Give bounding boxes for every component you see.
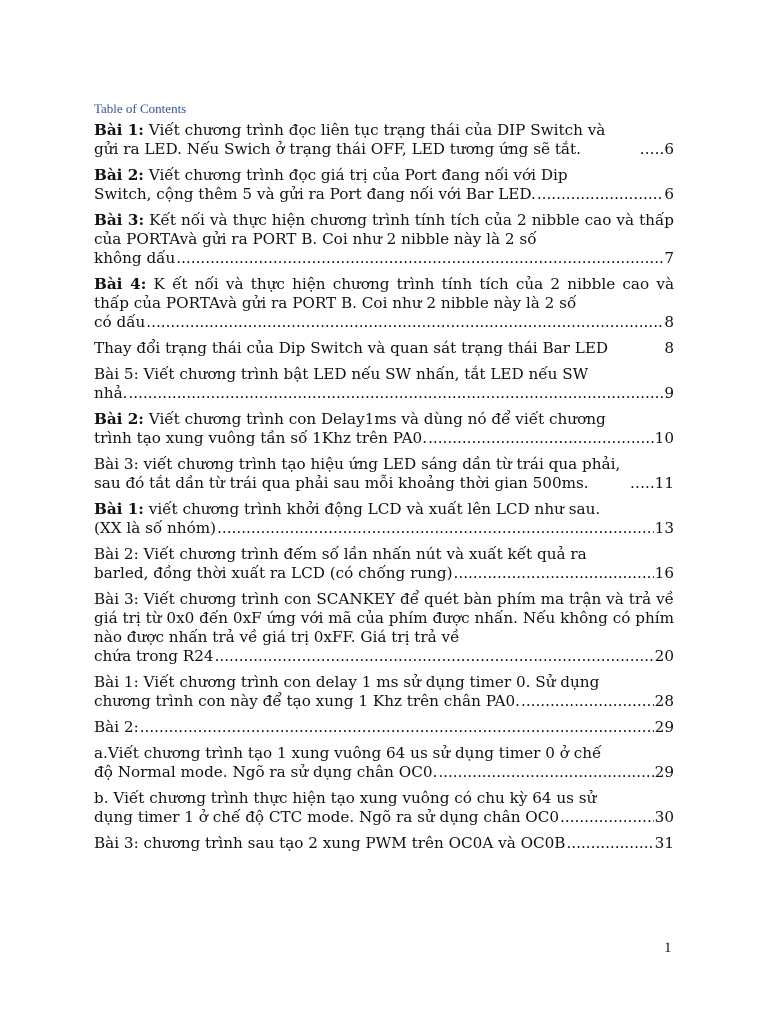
toc-entry-lead — [94, 590, 674, 647]
toc-entry-lead — [94, 744, 674, 763]
toc-entry-last-line — [94, 384, 674, 403]
toc-entry-text: a.Viết chương trình tạo 1 xung vuông 64 us sử dụng timer 0 ở chế — [94, 744, 602, 762]
toc-entry-text: Bài 3: viết chương trình tạo hiệu ứng LED sáng dần từ trái qua phải, — [94, 455, 621, 473]
toc-entry-lead — [94, 789, 674, 808]
toc-entry-title — [94, 692, 520, 711]
toc-entry-title — [94, 474, 589, 493]
toc-page-number: 9 — [664, 384, 674, 402]
toc-page-number: 10 — [654, 429, 674, 447]
toc-entry-title — [94, 519, 216, 538]
toc-dot-leader — [140, 718, 654, 737]
toc-page-number: 29 — [654, 718, 674, 736]
toc-entry-text: b. Viết chương trình thực hiện tạo xung vuông có chu kỳ 64 us sử — [94, 789, 597, 807]
toc-dot-leader — [537, 185, 664, 204]
toc-entry-last-line — [94, 692, 674, 711]
toc-entry-last-line — [94, 249, 674, 268]
toc-entry-title — [94, 834, 565, 853]
toc-entry-label: Bài 3: — [94, 211, 145, 229]
toc-entry-title — [94, 429, 427, 448]
toc-dot-leader — [128, 384, 663, 403]
toc-page-number: 8 — [664, 339, 674, 357]
toc-entry[interactable] — [94, 834, 674, 853]
toc-entry-text: Viết chương trình đọc liên tục trạng thái của DIP Switch và — [148, 121, 606, 139]
toc-entry-text: Viết chương trình đọc giá trị của Port đang nối với Dip — [148, 166, 568, 184]
toc-entry-title — [94, 647, 214, 666]
toc-entry-text: chứa trong R24 — [94, 647, 214, 665]
toc-entry[interactable] — [94, 718, 674, 737]
toc-entry-lead — [94, 500, 674, 519]
toc-page-number: 11 — [654, 474, 674, 492]
toc-entry-text: có dấu — [94, 313, 146, 331]
toc-entry-text: Bài 3: Viết chương trình con SCANKEY để quét bàn phím ma trận — [94, 590, 602, 608]
toc-dot-leader — [176, 249, 663, 268]
toc-entry-title — [94, 249, 175, 268]
toc-entry-title — [94, 763, 437, 782]
toc-entry-text: chương trình con này để tạo xung 1 Khz trên chân PA0. — [94, 692, 520, 710]
toc-entry-title — [94, 339, 608, 358]
toc-entry[interactable] — [94, 673, 674, 711]
toc-entry-text: Bài 5: Viết chương trình bật LED nếu SW nhấn, tắt LED nếu SW — [94, 365, 589, 383]
toc-dot-leader — [566, 834, 653, 853]
toc-entry[interactable] — [94, 744, 674, 782]
toc-entry[interactable] — [94, 365, 674, 403]
toc-entry[interactable] — [94, 275, 674, 332]
toc-page-number: 16 — [654, 564, 674, 582]
toc-page-number: 13 — [654, 519, 674, 537]
toc-page-number: 6 — [664, 185, 674, 203]
toc-entry-text: viết chương trình khởi động LCD và xuất lên LCD như sau. — [148, 500, 601, 518]
toc-dot-leader — [215, 647, 654, 666]
toc-page-number: 7 — [664, 249, 674, 267]
toc-entry-text: và trả về giá trị từ 0x0 đến 0xF ứng với mã của phím được nhấn. — [94, 590, 674, 627]
toc-entry-last-line — [94, 564, 674, 583]
toc-entry-title — [94, 718, 139, 737]
toc-entry-last-line — [94, 140, 674, 159]
toc-entry-label: Bài 1: — [94, 500, 144, 518]
toc-entry-last-line — [94, 313, 674, 332]
toc-entry-label: Bài 1: — [94, 121, 144, 139]
toc-entry-text: độ Normal mode. Ngõ ra sử dụng chân OC0. — [94, 763, 438, 781]
toc-entry-title — [94, 808, 559, 827]
toc-entry-text: trình tạo xung vuông tần số 1Khz trên PA0. — [94, 429, 428, 447]
toc-entry-text: và thấp của PORTAvà gửi ra PORT B. Coi như 2 nibble này là 2 số — [94, 275, 674, 312]
toc-leader: ….. — [639, 140, 665, 158]
toc-heading[interactable]: Table of Contents — [94, 101, 187, 116]
toc-entry-lead — [94, 275, 674, 313]
toc-entry-lead — [94, 673, 674, 692]
toc-entry-text: nhả. — [94, 384, 128, 402]
toc-entry-lead — [94, 211, 674, 249]
toc-dot-leader — [428, 429, 654, 448]
toc-page-number: 29 — [654, 763, 674, 781]
toc-entry-text: Bài 2: Viết chương trình đếm số lần nhấn nút và xuất kết quả ra — [94, 545, 587, 563]
table-of-contents — [94, 121, 674, 860]
toc-page-number: 20 — [654, 647, 674, 665]
toc-entry-last-line — [94, 185, 674, 204]
toc-entry-title — [94, 140, 581, 159]
toc-entry-text: không dấu — [94, 249, 176, 267]
toc-entry[interactable] — [94, 166, 674, 204]
toc-entry-title — [94, 313, 145, 332]
toc-entry-text: (XX là số nhóm) — [94, 519, 217, 537]
toc-entry-title — [94, 384, 127, 403]
toc-entry-label: Bài 4: — [94, 275, 147, 293]
toc-entry-lead — [94, 365, 674, 384]
toc-entry-text: Nếu không có phím nào được nhấn trả về giá trị 0xFF. Giá trị trả về — [94, 609, 675, 646]
toc-entry-last-line — [94, 763, 674, 782]
toc-dot-leader — [521, 692, 654, 711]
toc-entry-text: Switch, cộng thêm 5 và gửi ra Port đang nối với Bar LED. — [94, 185, 536, 203]
toc-dot-leader — [438, 763, 653, 782]
toc-entry-text: Bài 1: Viết chương trình con delay 1 ms sử dụng timer 0. Sử dụng — [94, 673, 600, 691]
toc-leader: ….. — [629, 474, 655, 492]
toc-page-number: 30 — [654, 808, 674, 826]
toc-entry[interactable] — [94, 500, 674, 538]
toc-entry-text: sau đó tắt dần từ trái qua phải sau mỗi khoảng thời gian 500ms. — [94, 474, 589, 492]
toc-entry[interactable] — [94, 455, 674, 493]
toc-entry-title — [94, 564, 453, 583]
toc-entry-last-line — [94, 519, 674, 538]
toc-entry-text: K ết nối và thực hiện chương trình tính tích của 2 nibble cao — [153, 275, 650, 293]
toc-entry-lead — [94, 545, 674, 564]
toc-entry[interactable] — [94, 590, 674, 666]
toc-entry-text: Viết chương trình con Delay1ms và dùng nó để viết chương — [148, 410, 606, 428]
toc-dot-leader — [146, 313, 663, 332]
toc-entry[interactable] — [94, 121, 674, 159]
toc-entry-text: barled, đồng thời xuất ra LCD (có chống rung) — [94, 564, 453, 582]
toc-entry[interactable] — [94, 339, 674, 358]
toc-entry-text: và thấp của PORTAvà gửi ra PORT B. Coi như 2 nibble này là 2 số — [94, 211, 674, 248]
toc-entry-lead — [94, 410, 674, 429]
toc-entry-last-line — [94, 339, 674, 358]
toc-page-number: 28 — [654, 692, 674, 710]
toc-entry-last-line — [94, 429, 674, 448]
toc-entry-last-line — [94, 718, 674, 737]
toc-page-number: 6 — [664, 140, 674, 158]
toc-entry-title — [94, 185, 536, 204]
toc-entry[interactable] — [94, 545, 674, 583]
toc-entry-label: Bài 2: — [94, 410, 144, 428]
toc-entry-last-line — [94, 834, 674, 853]
toc-entry-text: gửi ra LED. Nếu Swich ở trạng thái OFF, LED tương ứng sẽ tắt. — [94, 140, 581, 158]
toc-entry-text: dụng timer 1 ở chế độ CTC mode. Ngõ ra sử dụng chân OC0 — [94, 808, 560, 826]
toc-dot-leader — [217, 519, 654, 538]
page-number: 1 — [664, 940, 672, 956]
toc-entry[interactable] — [94, 410, 674, 448]
toc-dot-leader — [560, 808, 654, 827]
toc-page-number: 8 — [664, 313, 674, 331]
toc-entry-last-line — [94, 808, 674, 827]
toc-entry-lead — [94, 121, 674, 140]
toc-entry-lead — [94, 455, 674, 474]
toc-entry[interactable] — [94, 789, 674, 827]
toc-entry-text: Thay đổi trạng thái của Dip Switch và quan sát trạng thái Bar LED — [94, 339, 609, 357]
toc-entry-lead — [94, 166, 674, 185]
toc-entry-text: Kết nối và thực hiện chương trình tính tích của 2 nibble cao — [149, 211, 612, 229]
toc-entry-label: Bài 2: — [94, 166, 144, 184]
toc-entry[interactable] — [94, 211, 674, 268]
toc-dot-leader — [454, 564, 654, 583]
toc-page-number: 31 — [654, 834, 674, 852]
toc-entry-last-line — [94, 647, 674, 666]
toc-entry-text: Bài 3: chương trình sau tạo 2 xung PWM trên OC0A và OC0B — [94, 834, 566, 852]
toc-entry-last-line — [94, 474, 674, 493]
toc-entry-text: Bài 2: — [94, 718, 139, 736]
